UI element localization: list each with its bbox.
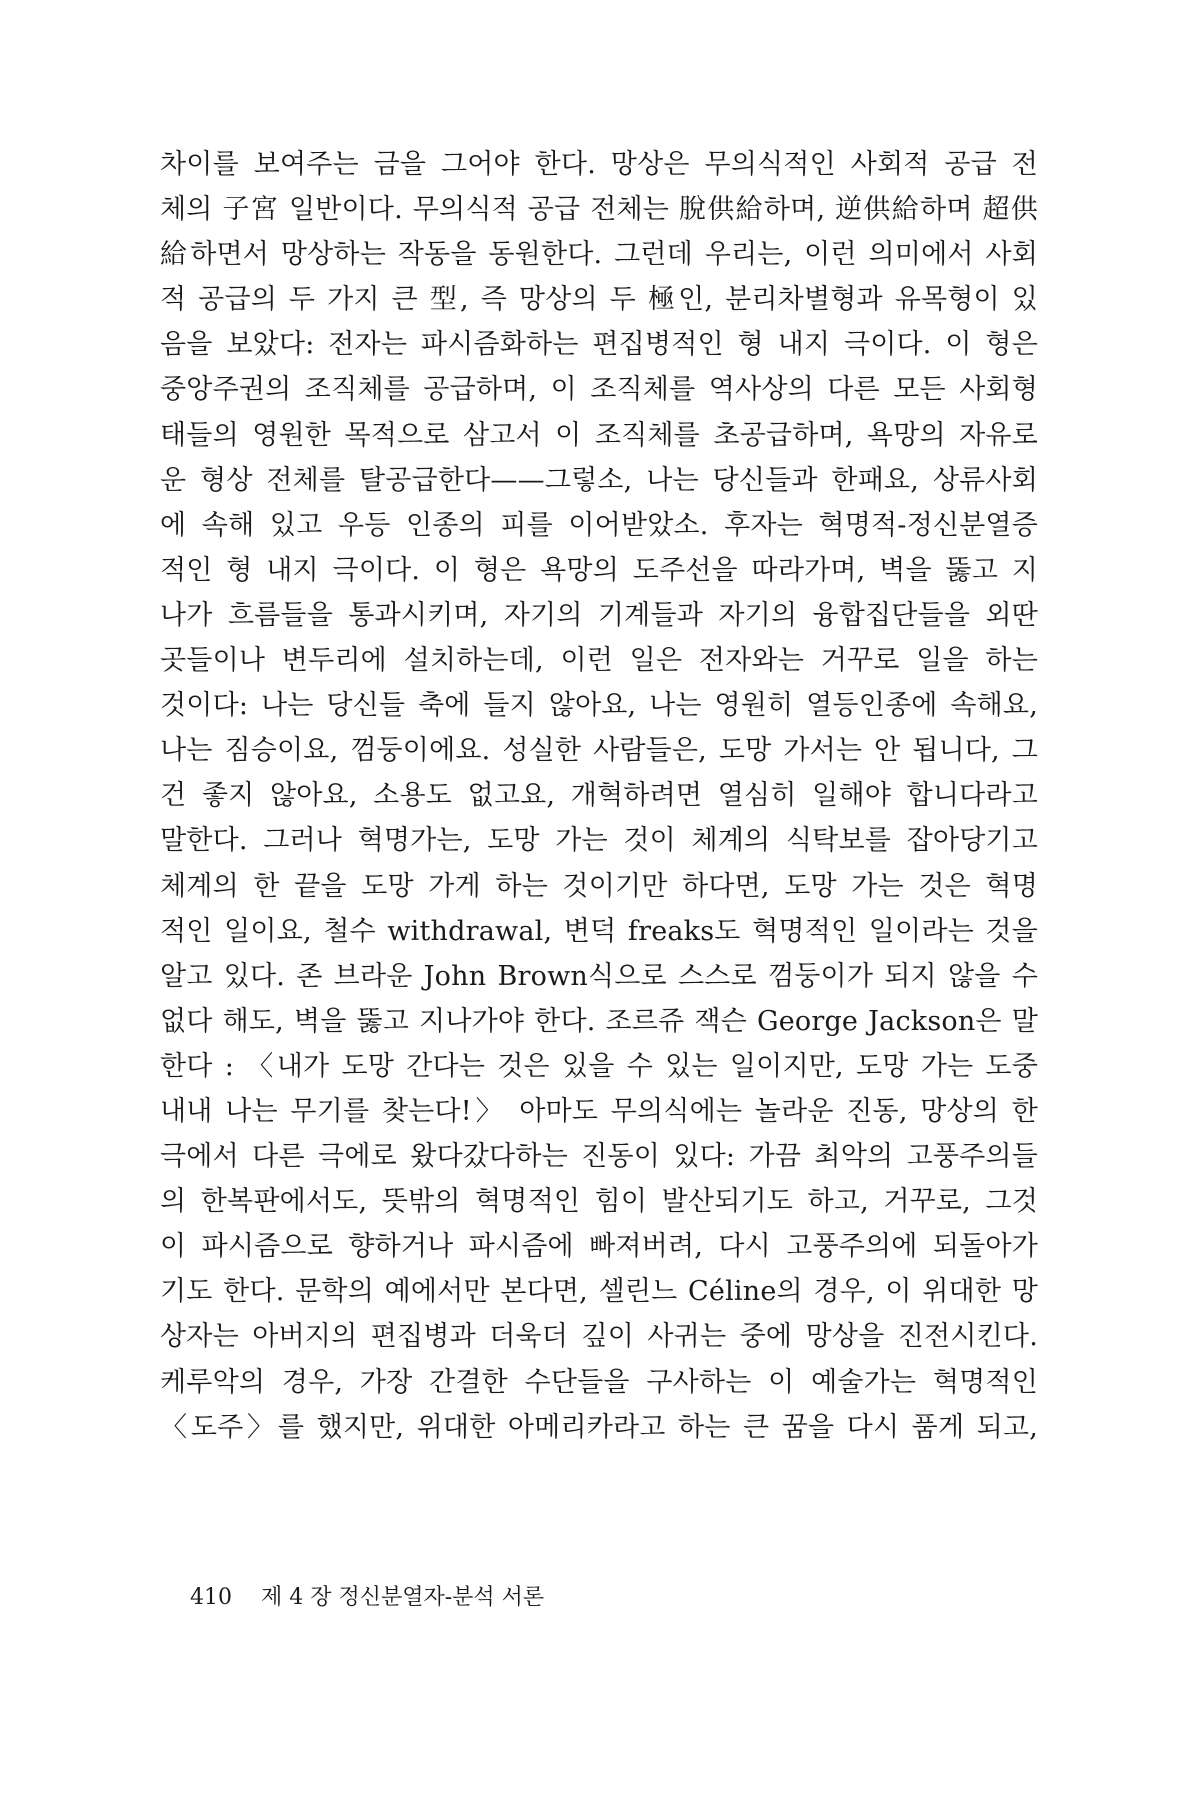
body-text <box>160 142 1038 1450</box>
text-line: 차이를 보여주는 금을 그어야 한다. 망상은 무의식적인 사회적 공급 전 <box>160 149 1038 180</box>
text-line: 적 공급의 두 가지 큰 型, 즉 망상의 두 極인, 분리차별형과 유목형이 있 <box>160 284 1038 316</box>
text-line: 운 형상 전체를 탈공급한다——그렇소, 나는 당신들과 한패요, 상류사회 <box>160 464 1038 496</box>
text-line: 적인 일이요, 철수 withdrawal, 변덕 freaks도 혁명적인 일이라는 것을 <box>160 915 1038 947</box>
text-line: 에 속해 있고 우등 인종의 피를 이어받았소. 후자는 혁명적-정신분열증 <box>160 509 1038 541</box>
page-number: 410 <box>190 1585 232 1610</box>
text-line: 〈도주〉를 했지만, 위대한 아메리카라고 하는 큰 꿈을 다시 품게 되고, <box>160 1411 1038 1443</box>
text-line: 한다 : 〈내가 도망 간다는 것은 있을 수 있는 일이지만, 도망 가는 도중 <box>160 1050 1038 1082</box>
text-line: 없다 해도, 벽을 뚫고 지나가야 한다. 조르쥬 잭슨 George Jackson은 말 <box>160 1005 1038 1037</box>
text-line: 건 좋지 않아요, 소용도 없고요, 개혁하려면 열심히 일해야 합니다라고 <box>160 780 1038 812</box>
text-line: 체의 子宮 일반이다. 무의식적 공급 전체는 脫供給하며, 逆供給하며 超供 <box>160 194 1038 226</box>
page-footer <box>190 1582 544 1614</box>
text-line: 태들의 영원한 목적으로 삼고서 이 조직체를 초공급하며, 욕망의 자유로 <box>160 419 1038 451</box>
text-line: 중앙주권의 조직체를 공급하며, 이 조직체를 역사상의 다른 모든 사회형 <box>160 374 1038 406</box>
text-line: 내내 나는 무기를 찾는다!〉 아마도 무의식에는 놀라운 진동, 망상의 한 <box>160 1095 1038 1127</box>
text-line: 적인 형 내지 극이다. 이 형은 욕망의 도주선을 따라가며, 벽을 뚫고 지 <box>160 554 1038 586</box>
text-line: 기도 한다. 문학의 예에서만 본다면, 셀린느 Céline의 경우, 이 위대한 망 <box>160 1276 1038 1308</box>
text-line: 말한다. 그러나 혁명가는, 도망 가는 것이 체계의 식탁보를 잡아당기고 <box>160 825 1038 857</box>
text-line: 알고 있다. 존 브라운 John Brown식으로 스스로 껌둥이가 되지 않을 수 <box>160 960 1038 992</box>
text-line: 나가 흐름들을 통과시키며, 자기의 기계들과 자기의 융합집단들을 외딴 <box>160 599 1038 631</box>
text-line: 나는 짐승이요, 껌둥이에요. 성실한 사람들은, 도망 가서는 안 됩니다, 그 <box>160 735 1038 767</box>
text-line: 곳들이나 변두리에 설치하는데, 이런 일은 전자와는 거꾸로 일을 하는 <box>160 645 1038 677</box>
text-line: 의 한복판에서도, 뜻밖의 혁명적인 힘이 발산되기도 하고, 거꾸로, 그것 <box>160 1186 1038 1218</box>
text-line: 체계의 한 끝을 도망 가게 하는 것이기만 하다면, 도망 가는 것은 혁명 <box>160 870 1038 902</box>
running-chapter-title: 제 4 장 정신분열자-분석 서론 <box>261 1585 545 1610</box>
text-line: 것이다: 나는 당신들 축에 들지 않아요, 나는 영원히 열등인종에 속해요, <box>160 690 1038 722</box>
text-line: 상자는 아버지의 편집병과 더욱더 깊이 사귀는 중에 망상을 진전시킨다. <box>160 1321 1038 1353</box>
text-line: 給하면서 망상하는 작동을 동원한다. 그런데 우리는, 이런 의미에서 사회 <box>160 239 1038 271</box>
text-line: 극에서 다른 극에로 왔다갔다하는 진동이 있다: 가끔 최악의 고풍주의들 <box>160 1141 1038 1173</box>
text-line: 이 파시즘으로 향하거나 파시즘에 빠져버려, 다시 고풍주의에 되돌아가 <box>160 1231 1038 1263</box>
text-line: 음을 보았다: 전자는 파시즘화하는 편집병적인 형 내지 극이다. 이 형은 <box>160 329 1038 361</box>
text-line: 케루악의 경우, 가장 간결한 수단들을 구사하는 이 예술가는 혁명적인 <box>160 1366 1038 1398</box>
